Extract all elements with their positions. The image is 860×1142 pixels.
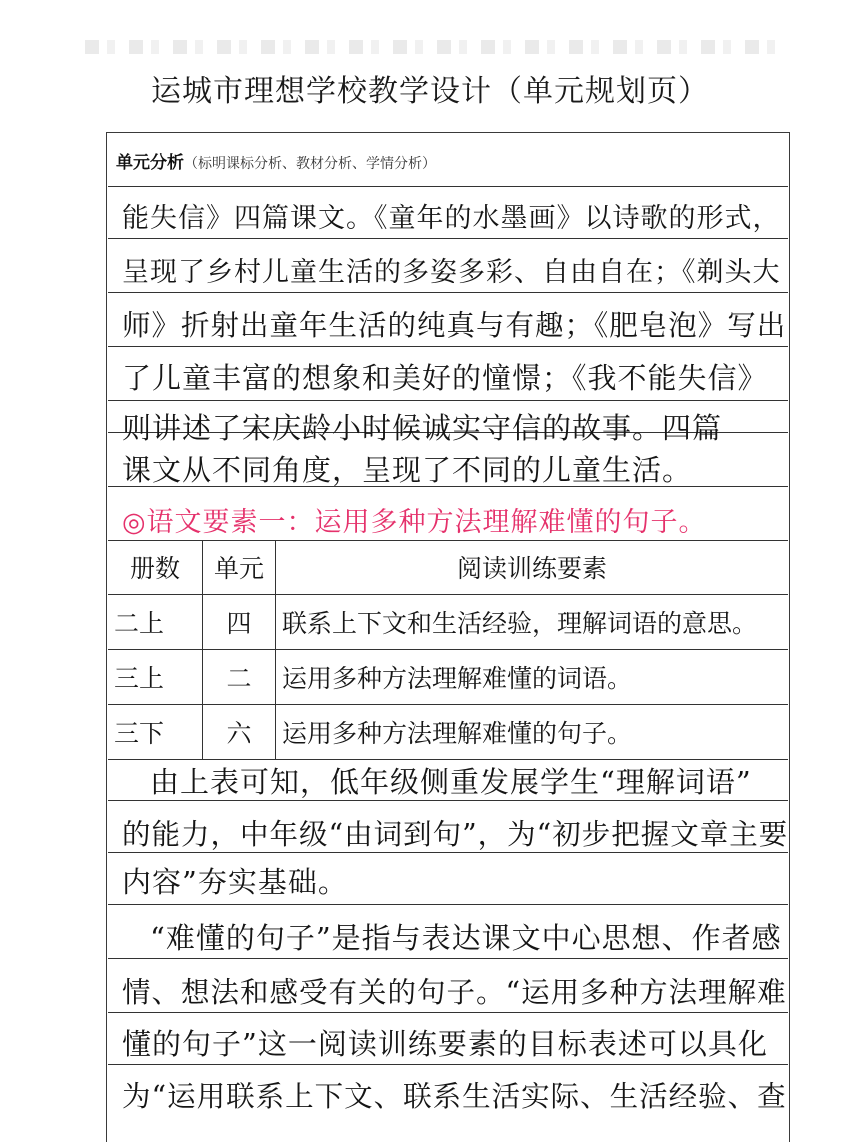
section-heading [116,148,436,173]
rule-line [108,904,788,905]
table-row [108,705,788,760]
paragraph1-line: 课文从不同角度，呈现了不同的儿童生活。 [122,453,693,487]
section-title: 单元分析 [116,153,184,173]
paragraph2-line: 的能力，中年级“由词到句”，为“初步把握文章主要 [122,818,789,851]
table-header-cell: 册数 [108,540,203,595]
paragraph2-line: 内容”夯实基础。 [122,865,348,899]
rule-line [108,1064,788,1065]
paragraph1-line: 呈现了乡村儿童生活的多姿多彩、自由自在；《剃头大 [122,257,781,288]
rule-line [108,346,788,347]
table-cell: 六 [203,705,276,760]
paragraph3-line: “难懂的句子”是指与表达课文中心思想、作者感 [150,921,782,955]
paragraph3-line: 懂的句子”这一阅读训练要素的目标表述可以具化 [122,1027,768,1061]
section-subtitle: （标明课标分析、教材分析、学情分析） [184,156,436,172]
paragraph2-line: 由上表可知，低年级侧重发展学生“理解词语” [150,765,752,799]
table-row [108,595,788,650]
table-cell: 二上 [108,595,203,650]
scan-artifact [85,40,785,54]
table-cell: 运用多种方法理解难懂的词语。 [276,650,789,705]
rule-line [108,238,788,239]
table-cell: 二 [203,650,276,705]
paragraph1-line: 师》折射出童年生活的纯真与有趣；《肥皂泡》写出 [122,309,787,342]
rule-line [108,186,788,187]
paragraph1-line: 能失信》四篇课文。《童年的水墨画》以诗歌的形式， [122,203,781,234]
paragraph3-line: 情、想法和感受有关的句子。“运用多种方法理解难 [122,976,787,1009]
table-cell: 四 [203,595,276,650]
language-element-heading: ◎语文要素一：运用多种方法理解难懂的句子。 [122,507,707,538]
table-row [108,650,788,705]
paragraph1-line: 则讲述了宋庆龄小时候诚实守信的故事。四篇 [122,411,723,445]
table-header-cell: 单元 [203,540,276,595]
rule-line [108,958,788,959]
rule-line [108,292,788,293]
paragraph1-line: 了儿童丰富的想象和美好的憧憬；《我不能失信》 [122,361,768,395]
rule-line [108,1012,788,1013]
rule-line [108,400,788,401]
page-title: 运城市理想学校教学设计（单元规划页） [151,74,709,109]
table-header-row [108,540,788,595]
table-cell: 运用多种方法理解难懂的句子。 [276,705,789,760]
reading-elements-table [108,540,788,760]
table-cell: 联系上下文和生活经验，理解词语的意思。 [276,595,789,650]
paragraph3-line: 为“运用联系上下文、联系生活实际、生活经验、查 [122,1080,787,1113]
table-header-cell: 阅读训练要素 [276,540,789,595]
table-cell: 三上 [108,650,203,705]
table-cell: 三下 [108,705,203,760]
